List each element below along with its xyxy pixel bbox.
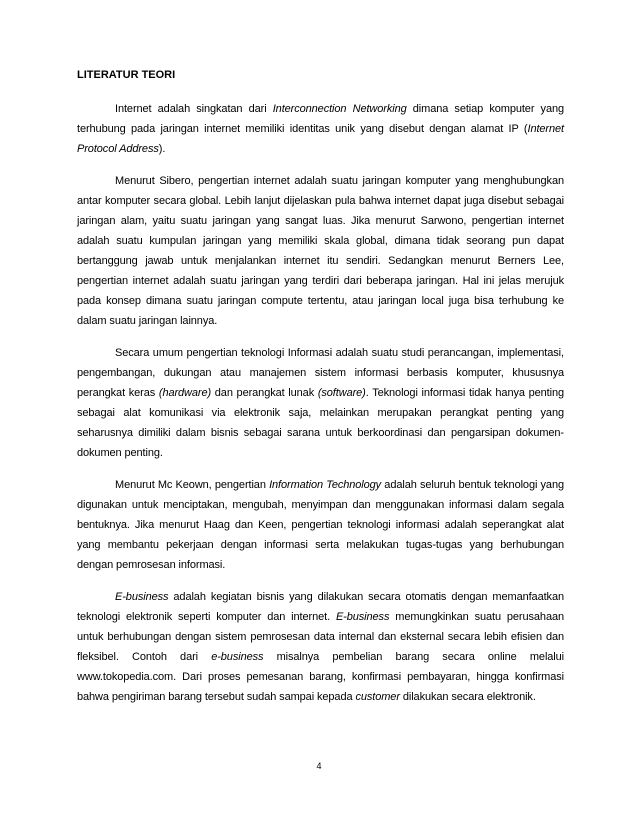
paragraph — [77, 171, 564, 331]
body-text — [77, 99, 564, 707]
italic-term: customer — [355, 691, 400, 703]
italic-term: Interconnection Networking — [272, 103, 407, 115]
text-run: ). — [158, 143, 166, 155]
text-run: adalah kegiatan bisnis yang dilakukan secara otomatis dengan memanfaatkan teknologi elektronik seperti komputer dan internet. — [77, 591, 564, 623]
text-run: adalah seluruh bentuk teknologi yang digunakan untuk menciptakan, mengubah, menyimpan dan menggunakan informasi dalam segala bentuknya. Jika menurut Haag dan Keen, pengertian teknologi informasi adalah seperangkat alat yang membantu pekerjaan dengan informasi serta melakukan tugas-tugas yang berhubungan dengan pemrosesan informasi. — [77, 479, 564, 571]
italic-term: Internet Protocol Address — [77, 123, 564, 155]
text-run: Secara umum pengertian teknologi Informasi adalah suatu studi perancangan, implementasi, pengembangan, dukungan atau manajemen sistem informasi berbasis komputer, khususnya perangkat keras — [77, 347, 564, 399]
italic-term: E-business — [335, 611, 390, 623]
text-run: dimana setiap komputer yang terhubung pada jaringan internet memiliki identitas unik yang disebut dengan alamat IP ( — [77, 103, 565, 135]
paragraph — [77, 475, 564, 575]
paragraph — [77, 99, 564, 159]
text-run: . Teknologi informasi tidak hanya penting sebagai alat komunikasi via elektronik saja, melainkan merupakan perangkat penting yang seharusnya dimiliki dalam bisnis sebagai sarana untuk berkoordinasi dan pengarsipan dokumen-dokumen penting. — [77, 387, 564, 459]
text-run: misalnya pembelian barang secara online melalui www.tokopedia.com. Dari proses pemesanan barang, konfirmasi pembayaran, hingga konfirmasi bahwa pengiriman barang tersebut sudah sampai kepada — [77, 651, 565, 703]
italic-term: Information Technology — [269, 479, 382, 491]
text-run: Menurut Mc Keown, pengertian — [115, 479, 270, 491]
paragraph — [77, 587, 564, 707]
italic-term: e-business — [211, 651, 264, 663]
italic-term: (hardware) — [158, 387, 212, 399]
italic-term: (software) — [317, 387, 366, 399]
text-run: dilakukan secara elektronik. — [399, 691, 536, 703]
text-run: Internet adalah singkatan dari — [115, 103, 273, 115]
italic-term: E-business — [115, 591, 169, 603]
text-run: memungkinkan suatu perusahaan untuk berhubungan dengan sistem pemrosesan data internal dan eksternal secara lebih efisien dan fleksibel. Contoh dari — [77, 611, 564, 663]
text-run: dan perangkat lunak — [211, 387, 318, 399]
page-number: 4 — [316, 761, 322, 771]
paragraph — [77, 343, 564, 463]
text-run: Menurut Sibero, pengertian internet adalah suatu jaringan komputer yang menghubungkan antar komputer secara global. Lebih lanjut dijelaskan pula bahwa internet dapat juga disebut sebagai jaringan alam, yaitu suatu jaringan yang sangat luas. Jika menurut Sarwono, pengertian internet adalah suatu kumpulan jaringan yang memiliki skala global, dimana tidak seorang pun dapat bertanggung jawab untuk menjalankan internet itu sendiri. Sedangkan menurut Berners Lee, pengertian internet adalah suatu jaringan yang terdiri dari beberapa jaringan. Hal ini jelas merujuk pada konsep dimana suatu jaringan compute tertentu, atau jaringan local juga bisa terhubung ke dalam suatu jaringan lainnya. — [77, 175, 564, 327]
section-heading: LITERATUR TEORI — [77, 69, 176, 81]
